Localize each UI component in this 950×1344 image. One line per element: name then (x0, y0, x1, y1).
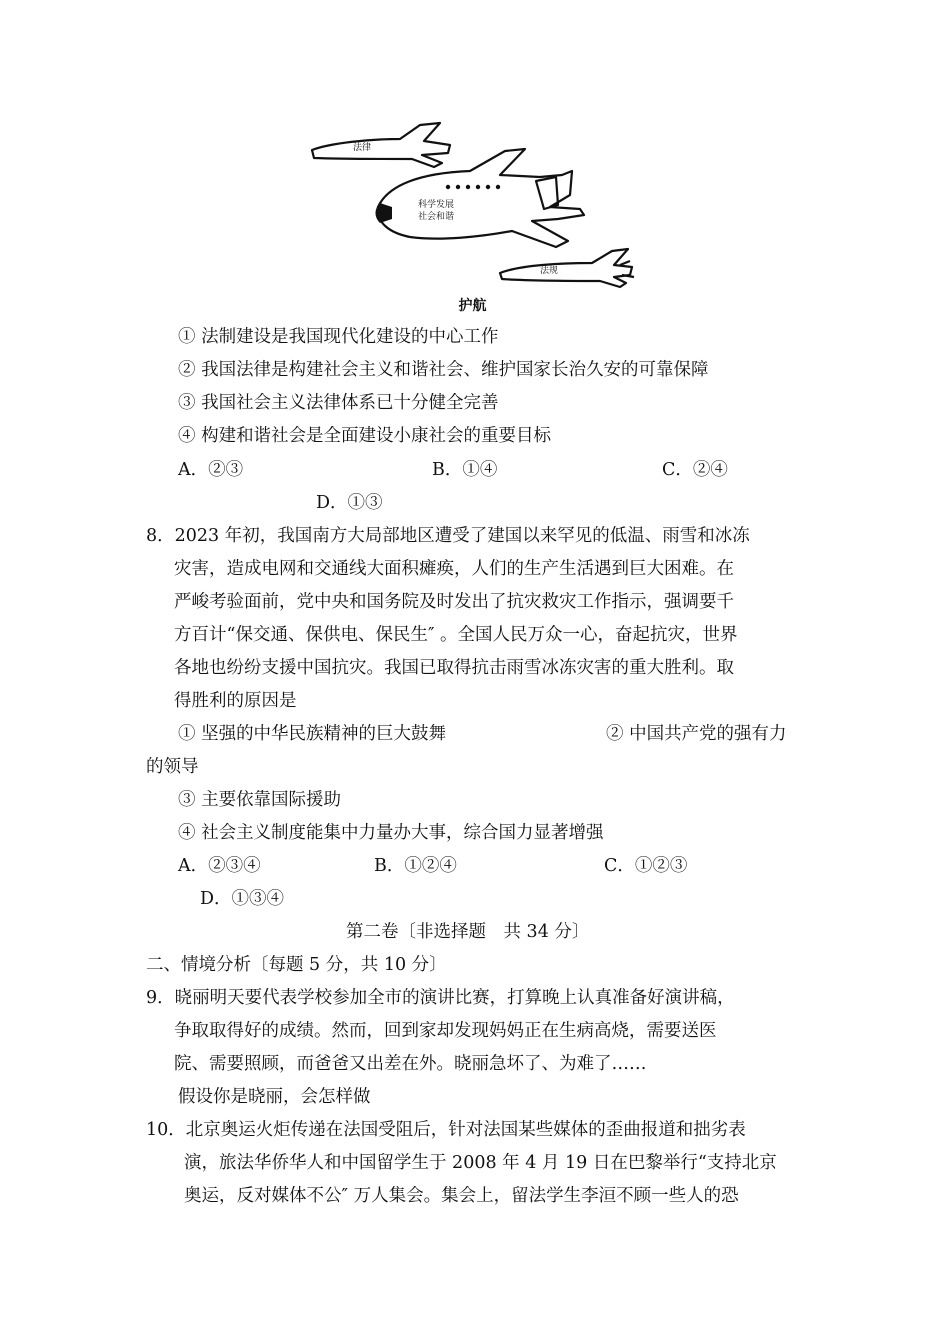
q8-option-4: ④ 社会主义制度能集中力量办大事，综合国力显著增强 (178, 823, 604, 843)
escort-figure (300, 115, 645, 315)
q8-choice-c: C．①②③ (604, 856, 688, 876)
q8-choice-a: A．②③④ (178, 856, 261, 876)
plane-main (378, 149, 584, 247)
q9-line: 争取取得好的成绩。然而，回到家却发现妈妈正在生病高烧，需要送医 (174, 1021, 717, 1041)
q7-choice-d: D．①③ (316, 493, 383, 513)
q10-line: 奥运，反对媒体不公″ 万人集会。集会上，留法学生李洹不顾一些人的恐 (184, 1186, 739, 1206)
q8-stem-line: 方百计“保交通、保供电、保民生″ 。全国人民万众一心，奋起抗灾，世界 (174, 625, 738, 645)
q8-choice-d: D．①③④ (200, 889, 285, 909)
q9-line: 假设你是晓丽，会怎样做 (178, 1087, 371, 1107)
q7-option-2: ② 我国法律是构建社会主义和谐社会、维护国家长治久安的可靠保障 (178, 360, 709, 380)
q8-stem-line: 严峻考验面前，党中央和国务院及时发出了抗灾救灾工作指示，强调要千 (174, 592, 734, 612)
q8-choice-b: B．①②④ (374, 856, 457, 876)
q8-stem-line: 8．2023 年初，我国南方大局部地区遭受了建国以来罕见的低温、雨雪和冰冻 (146, 526, 750, 546)
q8-stem-line: 灾害，造成电网和交通线大面积瘫痪，人们的生产生活遇到巨大困难。在 (174, 559, 734, 579)
q8-option-3: ③ 主要依靠国际援助 (178, 790, 342, 810)
volume-title: 第二卷〔非选择题 共 34 分〕 (346, 922, 590, 942)
plane-top (312, 123, 450, 167)
q9-line: 9．晓丽明天要代表学校参加全市的演讲比赛，打算晚上认真准备好演讲稿， (146, 988, 735, 1008)
q8-option-1: ① 坚强的中华民族精神的巨大鼓舞 (178, 724, 447, 744)
section-heading: 二、情境分析〔每题 5 分，共 10 分〕 (146, 955, 447, 975)
q7-choice-c: C．②④ (662, 460, 728, 480)
planes-illustration (300, 115, 645, 293)
q7-option-1: ① 法制建设是我国现代化建设的中心工作 (178, 327, 499, 347)
figure-caption: 护航 (458, 298, 487, 314)
q7-option-4: ④ 构建和谐社会是全面建设小康社会的重要目标 (178, 426, 552, 446)
plane-bottom (500, 249, 632, 287)
q9-line: 院、需要照顾，而爸爸又出差在外。晓丽急坏了、为难了…… (174, 1054, 647, 1074)
q8-stem-line: 各地也纷纷支援中国抗灾。我国已取得抗击雨雪冰冻灾害的重大胜利。取 (174, 658, 734, 678)
plane-bottom-label: 法规 (540, 266, 559, 276)
plane-top-label: 法律 (353, 143, 372, 153)
q7-option-3: ③ 我国社会主义法律体系已十分健全完善 (178, 393, 499, 413)
q7-choice-b: B．①④ (432, 460, 498, 480)
q10-line: 演，旅法华侨华人和中国留学生于 2008 年 4 月 19 日在巴黎举行“支持北京 (184, 1153, 777, 1173)
q10-line: 10．北京奥运火炬传递在法国受阻后，针对法国某些媒体的歪曲报道和拙劣表 (146, 1120, 746, 1140)
q8-option-2-cont: 的领导 (146, 757, 199, 777)
plane-main-label-2: 社会和谐 (418, 212, 455, 222)
q8-stem-line: 得胜利的原因是 (174, 691, 297, 711)
q8-option-2: ② 中国共产党的强有力 (606, 724, 787, 744)
plane-main-label-1: 科学发展 (418, 200, 455, 210)
q7-choice-a: A．②③ (178, 460, 244, 480)
